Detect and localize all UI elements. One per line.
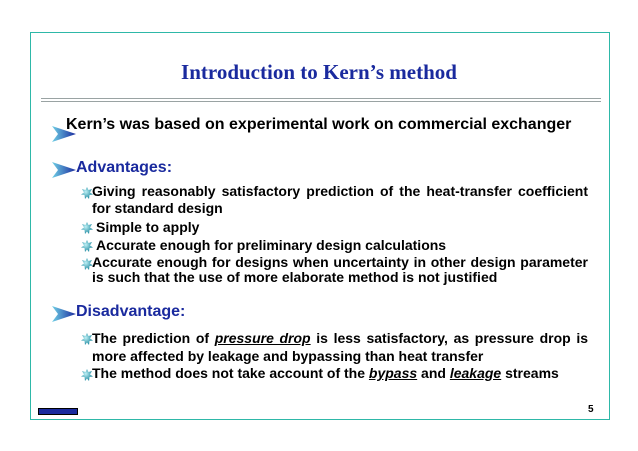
arrow-bullet-icon bbox=[52, 162, 76, 178]
page-number: 5 bbox=[588, 404, 594, 415]
footer-bar bbox=[38, 408, 78, 415]
advantages-heading: Advantages: bbox=[76, 159, 173, 176]
text-segment: and bbox=[417, 365, 450, 381]
advantage-item: Accurate enough for preliminary design calculations bbox=[96, 237, 447, 253]
title-divider bbox=[41, 98, 601, 102]
intro-text: Kern’s was based on experimental work on commercial exchanger bbox=[66, 116, 572, 133]
advantage-item: Simple to apply bbox=[96, 219, 200, 235]
text-segment: The method does not take account of the bbox=[92, 365, 369, 381]
gear-bullet-icon bbox=[81, 222, 93, 234]
disadvantage-heading: Disadvantage: bbox=[76, 303, 186, 320]
disadvantage-item bbox=[92, 329, 588, 365]
leakage-emphasis: leakage bbox=[449, 365, 502, 381]
text-segment: The prediction of bbox=[92, 330, 215, 346]
gear-bullet-icon bbox=[81, 240, 93, 252]
advantage-item: Giving reasonably satisfactory prediction of the heat-transfer coefficient for standard design bbox=[92, 183, 588, 216]
bypass-emphasis: bypass bbox=[368, 365, 418, 381]
disadvantage-item bbox=[92, 365, 588, 382]
arrow-bullet-icon bbox=[52, 306, 76, 322]
pressure-drop-emphasis: pressure drop bbox=[214, 330, 311, 346]
text-segment: is less satisfactory, as pressure drop is more affected by leakage and bypassing than heat transfer bbox=[92, 330, 589, 364]
advantage-item: Accurate enough for designs when uncertainty in other design parameter is such that the use of more elaborate method is not justified bbox=[92, 254, 588, 285]
text-segment: streams bbox=[501, 365, 559, 381]
slide-title: Introduction to Kern’s method bbox=[181, 60, 457, 84]
